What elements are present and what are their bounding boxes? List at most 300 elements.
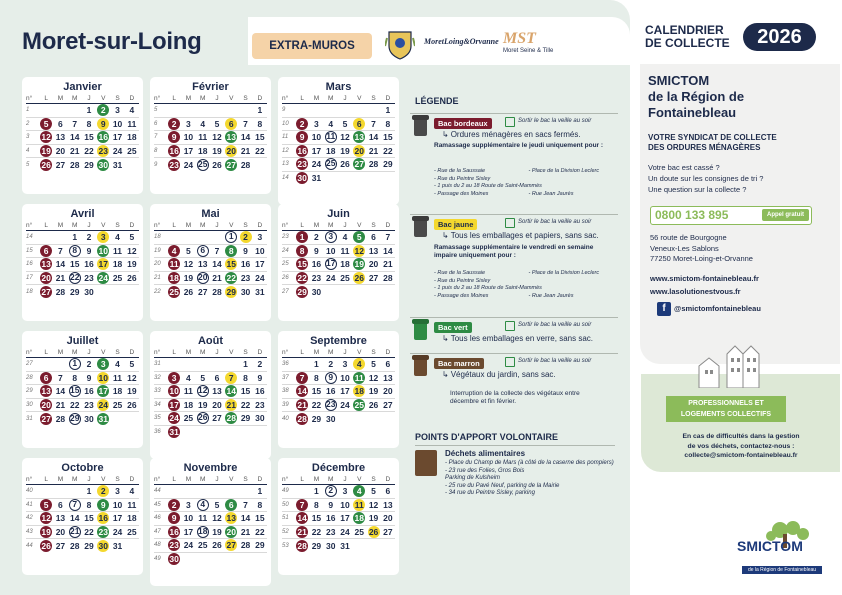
day-number: 2 [97, 104, 109, 116]
day-number [211, 553, 223, 565]
day-cell [352, 413, 366, 425]
day-cell [210, 399, 224, 411]
day-number: 16 [325, 386, 336, 397]
phone-number[interactable]: 0800 133 895 [655, 208, 729, 222]
day-cell [96, 358, 110, 370]
week-number: 31 [154, 361, 161, 368]
day-number: 14 [212, 259, 222, 270]
day-number: 24 [311, 159, 322, 170]
day-number: 28 [240, 159, 251, 170]
day-cell [68, 272, 82, 284]
weekday-header [26, 476, 139, 485]
weekday-label: M [57, 222, 64, 229]
day-cell [68, 413, 82, 425]
day-number [368, 540, 380, 552]
day-cell [210, 426, 224, 438]
jaune-main: ↳ Tous les emballages et papiers, sans sac. [442, 231, 599, 240]
day-number: 18 [325, 145, 336, 156]
day-cell [253, 412, 267, 424]
day-cell [295, 158, 309, 170]
week-number: 39 [282, 401, 289, 408]
day-number: 21 [297, 526, 307, 537]
day-number: 6 [225, 499, 237, 511]
pro-email[interactable]: collecte@smictom-fontainebleau.fr [684, 452, 798, 459]
day-cell [125, 159, 139, 171]
day-number: 5 [200, 372, 206, 383]
day-cell [110, 499, 124, 511]
day-number: 15 [255, 513, 265, 524]
day-cell [352, 358, 366, 370]
day-number: 27 [212, 413, 222, 424]
week-number: 10 [282, 120, 289, 127]
day-cell [167, 358, 181, 370]
weekday-label: M [71, 222, 78, 229]
cal-title-1: CALENDRIER [645, 23, 724, 37]
day-cell [238, 385, 252, 397]
month-1 [150, 77, 271, 194]
day-cell [352, 258, 366, 270]
day-number: 9 [325, 372, 337, 384]
day-cell [125, 104, 139, 116]
day-cell [110, 385, 124, 397]
day-number: 23 [297, 159, 307, 170]
day-number: 21 [69, 145, 80, 156]
day-number: 6 [58, 118, 63, 129]
day-cell [366, 272, 380, 284]
day-cell [338, 413, 352, 425]
day-cell [39, 372, 53, 384]
day-cell [53, 258, 67, 270]
cal-title-2: DE COLLECTE [645, 36, 730, 50]
day-number: 19 [368, 513, 379, 524]
week-number: 7 [154, 134, 158, 141]
day-cell [39, 540, 53, 552]
day-number [69, 485, 81, 497]
day-cell [381, 272, 395, 284]
day-number: 8 [72, 372, 78, 383]
day-cell [82, 231, 96, 243]
day-cell [381, 540, 395, 552]
day-cell [366, 286, 380, 298]
day-cell [82, 413, 96, 425]
day-cell [338, 499, 352, 511]
day-number [240, 104, 252, 116]
day-cell [352, 286, 366, 298]
day-number: 19 [340, 145, 350, 156]
day-number: 16 [98, 132, 108, 143]
weekday-label: n° [154, 222, 161, 229]
day-number [296, 485, 308, 497]
day-number: 4 [200, 118, 206, 129]
day-number: 15 [84, 513, 94, 524]
day-number: 19 [212, 145, 222, 156]
day-cell [224, 358, 238, 370]
day-cell [238, 231, 252, 243]
day-number [182, 426, 194, 438]
day-number: 11 [113, 372, 123, 383]
day-number: 2 [86, 359, 92, 370]
week-number: 37 [282, 374, 289, 381]
day-cell [196, 159, 210, 171]
day-number: 20 [55, 526, 66, 537]
month-2 [278, 77, 399, 205]
day-number: 7 [214, 245, 220, 256]
day-number: 25 [127, 145, 137, 156]
day-number: 31 [311, 173, 322, 184]
day-cell [352, 118, 366, 130]
day-cell [39, 118, 53, 130]
day-number [182, 553, 194, 565]
week-number: 41 [26, 501, 33, 508]
month-name: Septembre [310, 335, 367, 347]
day-cell [238, 553, 252, 565]
day-cell [210, 286, 224, 298]
day-number: 27 [383, 526, 393, 537]
day-number: 26 [127, 272, 137, 283]
day-cell [324, 286, 338, 298]
street: - 1 puis du 2 au 18 Route de Saint-Mammès [434, 285, 542, 291]
day-cell [238, 118, 252, 130]
day-number: 12 [197, 385, 208, 396]
day-cell [238, 499, 252, 511]
week-number: 31 [26, 415, 33, 422]
day-cell [167, 512, 181, 524]
week-number: 29 [26, 388, 33, 395]
smictom-logo-sub: de la Région de Fontainebleau [742, 566, 822, 574]
day-number: 5 [214, 118, 220, 129]
week-row [282, 258, 395, 272]
weekday-label: M [57, 349, 64, 356]
day-number: 22 [311, 526, 322, 537]
day-cell [181, 385, 195, 397]
day-cell [125, 131, 139, 143]
day-cell [253, 131, 267, 143]
day-cell [39, 245, 53, 257]
day-cell [338, 172, 352, 184]
day-number: 11 [113, 245, 123, 256]
town-title: Moret-sur-Loing [22, 28, 202, 55]
week-number: 5 [26, 161, 30, 168]
day-number: 23 [84, 272, 94, 283]
day-cell [39, 385, 53, 397]
day-cell [366, 258, 380, 270]
day-cell [309, 104, 323, 116]
street: - Passage des Moines [434, 292, 489, 299]
week-row [154, 526, 267, 540]
day-cell [253, 539, 267, 551]
day-number: 7 [58, 245, 63, 256]
day-number: 20 [354, 145, 364, 156]
day-cell [210, 499, 224, 511]
day-cell [381, 526, 395, 538]
month-0 [22, 77, 143, 194]
day-number: 10 [183, 132, 194, 143]
day-number: 11 [198, 513, 208, 524]
day-cell [110, 104, 124, 116]
day-number: 14 [226, 386, 236, 397]
week-number: 32 [154, 374, 161, 381]
week-number: 12 [282, 147, 289, 154]
week-number: 40 [26, 488, 33, 495]
day-number: 23 [98, 526, 108, 537]
day-number: 2 [325, 485, 337, 497]
day-cell [295, 272, 309, 284]
day-number: 27 [55, 159, 66, 170]
weekday-label: n° [282, 222, 289, 229]
day-cell [53, 540, 67, 552]
day-number: 1 [296, 231, 308, 243]
weekday-label: D [385, 222, 391, 229]
day-cell [96, 258, 110, 270]
weekday-label: n° [26, 476, 33, 483]
day-number: 28 [368, 159, 379, 170]
weekday-label: S [371, 349, 376, 356]
day-number [325, 286, 337, 298]
day-cell [82, 286, 96, 298]
day-cell [181, 499, 195, 511]
phone-box[interactable] [650, 206, 812, 225]
day-cell [167, 485, 181, 497]
day-number: 12 [212, 513, 222, 524]
day-number: 28 [55, 413, 66, 424]
day-number: 14 [55, 259, 66, 270]
website-link[interactable]: www.smictom-fontainebleau.fr [650, 274, 759, 283]
day-number: 4 [115, 359, 120, 370]
day-number: 11 [326, 131, 336, 142]
week-number: 9 [154, 161, 158, 168]
jaune-supp: Ramassage supplémentaire le vendredi en semaine impaire uniquement pour : [434, 244, 594, 259]
week-row [282, 231, 395, 245]
day-number: 7 [58, 372, 63, 383]
day-number: 5 [371, 486, 376, 497]
day-number: 16 [240, 259, 251, 270]
day-number: 23 [169, 159, 179, 170]
day-number: 21 [226, 399, 236, 410]
day-number: 30 [311, 286, 322, 297]
day-number [240, 553, 252, 565]
day-number: 10 [98, 372, 108, 383]
day-cell [110, 145, 124, 157]
day-cell [167, 258, 181, 270]
street: - Rue de la Saussaie [434, 168, 486, 174]
day-number: 17 [311, 145, 322, 156]
day-number: 1 [86, 105, 92, 116]
weekday-label: V [357, 222, 362, 229]
legend-title: LÉGENDE [415, 96, 459, 106]
day-cell [381, 258, 395, 270]
day-number: 16 [311, 259, 322, 270]
day-number [211, 358, 223, 370]
day-cell [68, 159, 82, 171]
day-cell [82, 118, 96, 130]
day-cell [295, 104, 309, 116]
week-number: 2 [26, 120, 30, 127]
legend-jaune [410, 214, 618, 317]
day-cell [238, 412, 252, 424]
weekday-label: M [327, 95, 334, 102]
week-number: 33 [154, 388, 161, 395]
day-number: 9 [86, 245, 92, 256]
day-number: 29 [311, 413, 322, 424]
street: - Rue du Peintre Sisley [434, 175, 491, 182]
bin-marron-icon [414, 358, 427, 376]
day-cell [125, 399, 139, 411]
day-cell [210, 412, 224, 424]
day-cell [167, 539, 181, 551]
weekday-label: n° [282, 349, 289, 356]
org-3: Fontainebleau [648, 105, 737, 120]
website-link[interactable]: www.lasolutionestvous.fr [650, 286, 741, 296]
week-number: 15 [26, 247, 33, 254]
day-number: 31 [255, 286, 265, 297]
day-number: 18 [112, 259, 123, 270]
day-number: 17 [98, 259, 108, 270]
day-number: 14 [383, 245, 393, 256]
pav-item: - 25 rue du Pavé Neuf, parking de la Mairie [445, 482, 560, 489]
pro-tag-2: LOGEMENTS COLLECTIFS [680, 411, 772, 418]
day-cell [82, 104, 96, 116]
day-cell [309, 258, 323, 270]
day-number: 10 [183, 513, 194, 524]
week-row [154, 258, 267, 272]
month-name: Janvier [63, 81, 102, 93]
day-number: 19 [368, 386, 379, 397]
day-number [211, 485, 223, 497]
week-row [26, 285, 139, 299]
day-cell [238, 286, 252, 298]
day-number: 20 [226, 145, 236, 156]
day-number: 31 [340, 540, 350, 551]
day-number: 27 [368, 272, 379, 283]
day-cell [309, 158, 323, 170]
day-number [182, 485, 194, 497]
day-cell [381, 499, 395, 511]
day-cell [295, 231, 309, 243]
week-row [154, 158, 267, 172]
day-cell [210, 372, 224, 384]
day-cell [338, 272, 352, 284]
day-cell [125, 245, 139, 257]
day-number [182, 104, 194, 116]
day-cell [181, 412, 195, 424]
facebook-link[interactable] [657, 302, 761, 316]
day-number [382, 413, 394, 425]
day-number: 3 [342, 486, 348, 497]
week-row [282, 285, 395, 299]
week-row [282, 539, 395, 553]
week-row [154, 104, 267, 118]
weekday-label: L [44, 476, 48, 483]
day-number: 27 [226, 540, 236, 551]
day-number [197, 426, 209, 438]
day-number: 9 [168, 131, 180, 143]
day-number [168, 485, 180, 497]
day-number: 10 [340, 499, 350, 510]
day-number: 18 [169, 272, 179, 283]
day-number: 19 [41, 145, 51, 156]
weekday-header [26, 349, 139, 358]
day-number [225, 553, 237, 565]
compost-bin-icon [415, 450, 437, 476]
week-number: 25 [282, 261, 289, 268]
day-number: 2 [328, 359, 334, 370]
day-number: 15 [311, 513, 322, 524]
day-number: 13 [41, 386, 51, 397]
weekday-label: n° [26, 222, 33, 229]
pav-list [445, 460, 615, 498]
day-number: 19 [354, 259, 364, 270]
day-cell [167, 385, 181, 397]
week-row [282, 399, 395, 413]
week-number: 19 [154, 247, 161, 254]
day-number: 4 [328, 118, 334, 129]
week-row [154, 539, 267, 553]
day-number [310, 104, 322, 116]
day-number: 30 [84, 413, 94, 424]
week-number: 42 [26, 515, 33, 522]
day-cell [68, 258, 82, 270]
day-cell [196, 358, 210, 370]
weekday-label: M [185, 95, 192, 102]
day-number [339, 172, 351, 184]
day-number: 5 [40, 118, 52, 130]
day-cell [295, 358, 309, 370]
day-number: 25 [169, 286, 179, 297]
day-number: 24 [112, 145, 123, 156]
day-cell [210, 231, 224, 243]
bin-vert-icon [414, 322, 427, 340]
week-row [154, 231, 267, 245]
day-number: 2 [97, 485, 109, 497]
day-cell [324, 372, 338, 384]
weekday-label: J [343, 349, 347, 356]
day-number: 2 [314, 232, 319, 243]
weekday-label: M [185, 349, 192, 356]
day-number: 24 [325, 272, 336, 283]
day-number: 10 [255, 245, 265, 256]
weekday-label: J [343, 222, 347, 229]
day-number: 24 [340, 399, 350, 410]
week-row [282, 118, 395, 132]
day-number: 11 [127, 499, 137, 510]
weekday-header [154, 222, 267, 231]
day-number [296, 358, 308, 370]
day-number: 28 [69, 159, 80, 170]
day-number [325, 104, 337, 116]
day-number: 28 [212, 286, 222, 297]
day-cell [352, 158, 366, 170]
month-4 [150, 204, 271, 321]
day-number: 25 [112, 399, 123, 410]
weekday-label: D [129, 95, 135, 102]
day-number [126, 540, 138, 552]
week-number: 40 [282, 415, 289, 422]
week-number: 23 [282, 234, 289, 241]
week-number: 20 [154, 261, 161, 268]
week-row [154, 399, 267, 413]
day-cell [39, 413, 53, 425]
day-number: 16 [255, 386, 265, 397]
weekday-label: M [199, 476, 206, 483]
day-cell [110, 485, 124, 497]
day-cell [82, 258, 96, 270]
day-cell [352, 399, 366, 411]
day-cell [68, 104, 82, 116]
day-cell [167, 553, 181, 565]
day-number: 13 [354, 132, 364, 143]
week-row [282, 104, 395, 118]
day-cell [224, 231, 238, 243]
